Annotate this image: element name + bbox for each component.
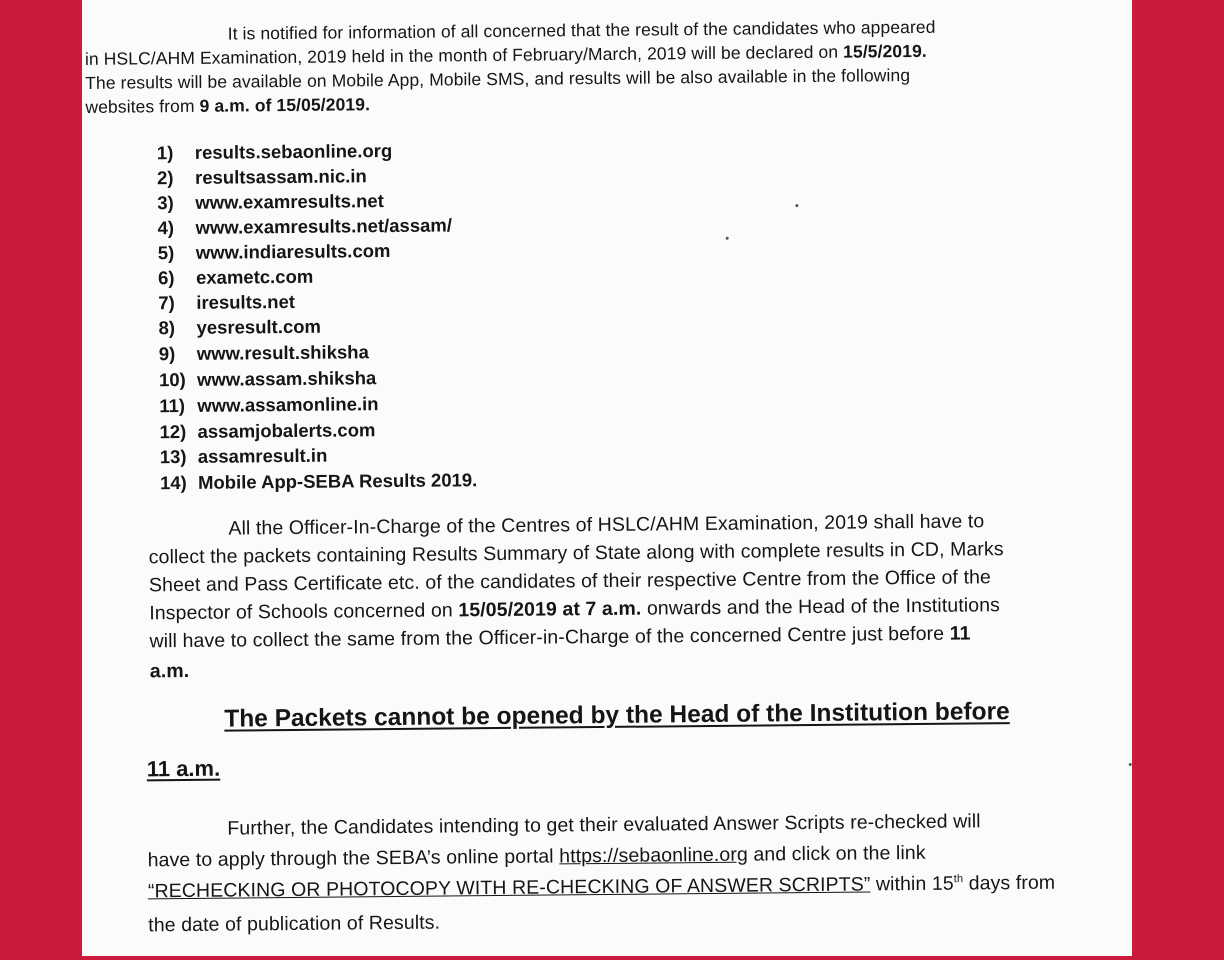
list-item-number: 13) <box>159 445 187 468</box>
list-item-text: assamjobalerts.com <box>197 419 376 442</box>
para3-line3-text: within 15 <box>870 872 954 896</box>
list-item-number: 7) <box>158 292 175 314</box>
list-item-text: resultsassam.nic.in <box>194 165 367 188</box>
list-item-number: 12) <box>159 420 187 443</box>
list-item <box>157 190 384 214</box>
para2-line5-text: will have to collect the same from the Officer-in-Charge of the concerned Centre just before <box>149 622 950 653</box>
ordinal-suffix: th <box>953 873 964 886</box>
list-item <box>159 367 376 391</box>
para3-line1: Further, the Candidates intending to get their evaluated Answer Scripts re-checked will <box>227 810 981 840</box>
list-item <box>158 240 391 264</box>
list-item <box>159 341 369 365</box>
list-item <box>158 291 295 314</box>
list-item <box>157 214 452 239</box>
list-item-text: results.sebaonline.org <box>194 139 393 163</box>
list-item-text: yesresult.com <box>196 315 322 338</box>
list-item-number: 9) <box>158 343 176 365</box>
scan-speck <box>726 237 729 240</box>
para1-line4 <box>85 94 370 118</box>
packets-warning-heading: The Packets cannot be opened by the Head of the Institution before <box>224 698 1010 733</box>
list-item-number: 2) <box>156 167 174 189</box>
notice-document <box>82 0 1132 956</box>
declaration-date: 15/5/2019. <box>843 40 927 62</box>
list-item-number: 1) <box>156 142 174 164</box>
list-item-text: www.assamonline.in <box>197 393 379 416</box>
para3-line2-text: have to apply through the SEBA’s online portal <box>147 845 560 872</box>
list-item <box>160 469 477 494</box>
scan-speck <box>795 204 798 207</box>
para1-line4-text: websites from <box>85 95 200 117</box>
para2-line3: Sheet and Pass Certificate etc. of the candidates of their respective Centre from the Office of the <box>148 566 992 597</box>
list-item <box>160 445 328 469</box>
list-item-text: iresults.net <box>196 290 296 313</box>
list-item-text: Mobile App-SEBA Results 2019. <box>197 469 478 493</box>
list-item-text: www.examresults.net/assam/ <box>195 214 453 238</box>
para2-line4-text: Inspector of Schools concerned on <box>149 599 459 625</box>
para1-line2-text: in HSLC/AHM Examination, 2019 held in the month of February/March, 2019 will be declared on <box>84 41 844 69</box>
list-item <box>157 140 393 164</box>
rechecking-link[interactable]: “RECHECKING OR PHOTOCOPY WITH RE-CHECKING OF ANSWER SCRIPTS” <box>147 873 871 903</box>
para2-line4 <box>149 594 1000 625</box>
para1-line1: It is notified for information of all concerned that the result of the candidates who appeared <box>227 16 936 44</box>
list-item-text: exametc.com <box>195 265 314 288</box>
para3-line2 <box>148 842 926 872</box>
availability-time: 9 a.m. of 15/05/2019. <box>199 94 371 116</box>
list-item-number: 14) <box>159 471 187 494</box>
list-item-text: www.examresults.net <box>195 190 384 213</box>
list-item-number: 10) <box>158 368 186 391</box>
collection-time: 15/05/2019 at 7 a.m. <box>458 597 642 622</box>
para3-line3 <box>148 872 1055 904</box>
list-item <box>159 419 375 443</box>
para3-line4: the date of publication of Results. <box>148 911 441 937</box>
notice-page <box>82 0 1132 956</box>
deadline-hour: 11 <box>949 622 971 645</box>
para2-line4-rest: onwards and the Head of the Institutions <box>641 594 1001 620</box>
para3-line3-rest: days from <box>963 871 1056 895</box>
packets-warning-time: 11 a.m. <box>146 755 221 782</box>
scan-speck <box>1129 763 1132 766</box>
para2-line2: collect the packets containing Results Summary of State along with complete results in CD, Marks <box>148 538 1004 569</box>
list-item-text: www.assam.shiksha <box>196 367 377 390</box>
para2-line5 <box>149 622 970 653</box>
list-item-number: 5) <box>157 242 175 264</box>
list-item-text: www.result.shiksha <box>196 341 369 364</box>
para2-line6: a.m. <box>149 659 190 683</box>
para1-line3: The results will be available on Mobile App, Mobile SMS, and results will be also available in the following <box>85 65 911 93</box>
list-item-text: assamresult.in <box>197 444 328 467</box>
list-item-number: 11) <box>159 395 186 417</box>
list-item <box>158 316 321 340</box>
list-item <box>157 165 367 189</box>
list-item-number: 3) <box>157 192 174 214</box>
list-item-number: 8) <box>158 317 176 339</box>
list-item-number: 4) <box>157 217 175 239</box>
list-item <box>159 393 378 417</box>
list-item-text: www.indiaresults.com <box>195 240 391 263</box>
list-item-number: 6) <box>157 267 175 289</box>
portal-link[interactable]: https://sebaonline.org <box>559 843 748 868</box>
list-item <box>158 266 313 289</box>
para3-line2-rest: and click on the link <box>747 841 926 866</box>
para2-line1: All the Officer-In-Charge of the Centres of HSLC/AHM Examination, 2019 shall have to <box>228 510 985 540</box>
